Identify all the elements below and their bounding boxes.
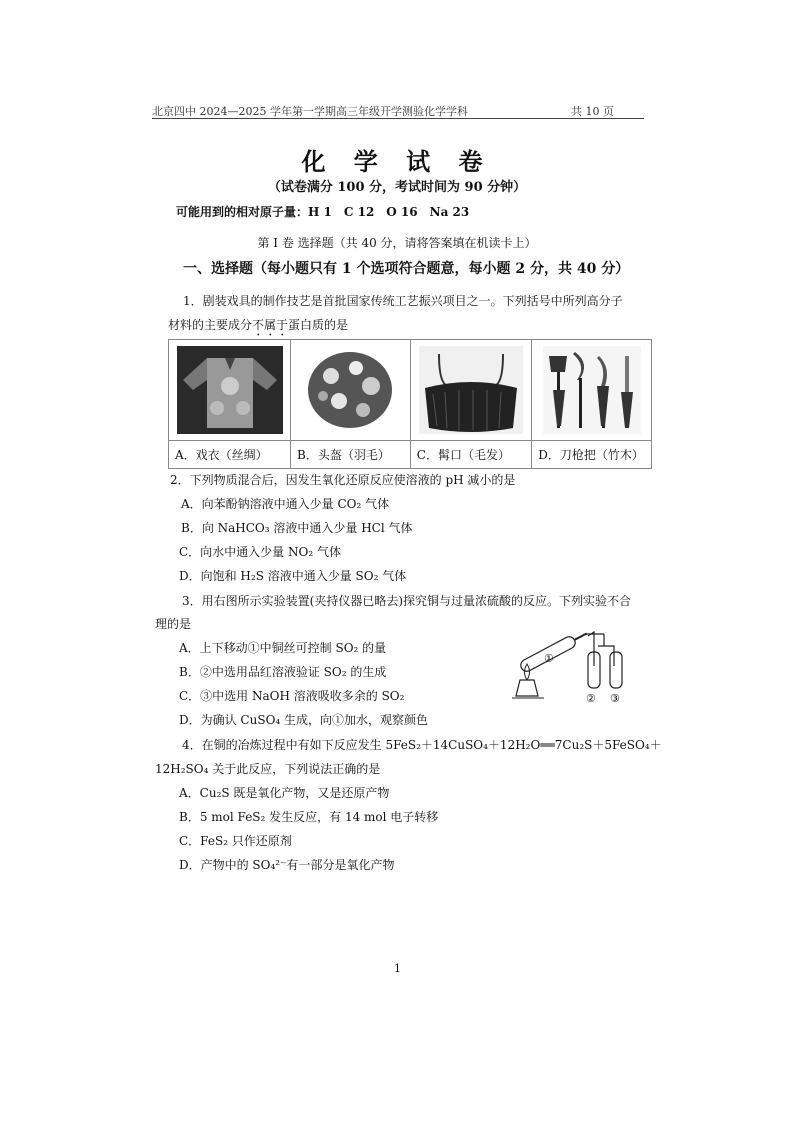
header-rule — [152, 118, 644, 119]
q3-option-b: B．②中选用品红溶液验证 SO₂ 的生成 — [179, 665, 387, 679]
q2-option-a: A．向苯酚钠溶液中通入少量 CO₂ 气体 — [181, 497, 390, 511]
header-right: 共 10 页 — [571, 105, 614, 118]
exam-info: （试卷满分 100 分，考试时间为 90 分钟） — [267, 180, 527, 195]
beard-image — [419, 346, 523, 434]
q3-line1: 3．用右图所示实验装置(夹持仪器已略去)探究铜与过量浓硫酸的反应。下列实验不合 — [182, 594, 632, 608]
page-title: 化 学 试 卷 — [301, 147, 493, 176]
q3-line2: 理的是 — [155, 617, 192, 631]
q1-line1: 1．剧装戏具的制作技艺是首批国家传统工艺振兴项目之一。下列括号中所列高分子 — [183, 294, 623, 308]
q3-option-c: C．③中选用 NaOH 溶液吸收多余的 SO₂ — [179, 689, 405, 703]
label-3: ③ — [610, 692, 620, 704]
q1-option-d: D．刀枪把（竹木） — [532, 441, 652, 469]
q1-line2 — [168, 316, 348, 339]
q1-option-a: A．戏衣（丝绸） — [169, 441, 291, 469]
q4-line2: 12H₂SO₄ 关于此反应，下列说法正确的是 — [155, 762, 381, 776]
q4-option-d: D．产物中的 SO₄²⁻有一部分是氧化产物 — [179, 858, 395, 872]
q1-option-b: B．头盔（羽毛） — [291, 441, 411, 469]
q2-stem: 2．下列物质混合后，因发生氧化还原反应使溶液的 pH 减小的是 — [170, 473, 516, 487]
q2-option-b: B．向 NaHCO₃ 溶液中通入少量 HCl 气体 — [181, 521, 413, 535]
weapon-handles-image — [543, 346, 641, 434]
part-title: 第 I 卷 选择题（共 40 分，请将答案填在机读卡上） — [257, 236, 537, 250]
q4-line1: 4．在铜的冶炼过程中有如下反应发生 5FeS₂＋14CuSO₄＋12H₂O══7Cu₂S＋5FeSO₄＋ — [182, 738, 662, 752]
q2-option-d: D．向饱和 H₂S 溶液中通入少量 SO₂ 气体 — [179, 569, 407, 583]
q3-option-d: D．为确认 CuSO₄ 生成，向①加水，观察颜色 — [179, 713, 429, 727]
section-title: 一、选择题（每小题只有 1 个选项符合题意，每小题 2 分，共 40 分） — [183, 261, 630, 277]
q1-emphasis: 不属于 — [252, 318, 289, 332]
q1-option-c: C．髯口（毛发） — [410, 441, 531, 469]
label-2: ② — [586, 692, 596, 704]
weapon-handles-image-cell — [532, 340, 652, 441]
q4-option-b: B．5 mol FeS₂ 发生反应，有 14 mol 电子转移 — [179, 810, 439, 824]
opera-robe-image — [177, 346, 283, 434]
helmet-image-cell — [291, 340, 411, 441]
experiment-apparatus-diagram — [508, 618, 638, 704]
page-number: 1 — [394, 962, 401, 975]
label-1: ① — [544, 652, 554, 665]
q4-option-c: C．FeS₂ 只作还原剂 — [179, 834, 292, 848]
opera-robe-image-cell — [169, 340, 291, 441]
q1-line2-b: 蛋白质的是 — [288, 318, 349, 332]
q2-option-c: C．向水中通入少量 NO₂ 气体 — [179, 545, 341, 559]
q1-line2-a: 材料的主要成分 — [168, 318, 253, 332]
tube-1 — [519, 628, 590, 673]
header-left: 北京四中 2024—2025 学年第一学期高三年级开学测验化学学科 — [152, 105, 468, 118]
q1-options-table — [168, 339, 652, 469]
q4-option-a: A．Cu₂S 既是氧化产物，又是还原产物 — [179, 786, 390, 800]
atomic-masses: 可能用到的相对原子量：H 1 C 12 O 16 Na 23 — [176, 205, 470, 219]
q3-option-a: A．上下移动①中铜丝可控制 SO₂ 的量 — [179, 641, 387, 655]
helmet-image — [301, 346, 399, 434]
beard-image-cell — [410, 340, 531, 441]
